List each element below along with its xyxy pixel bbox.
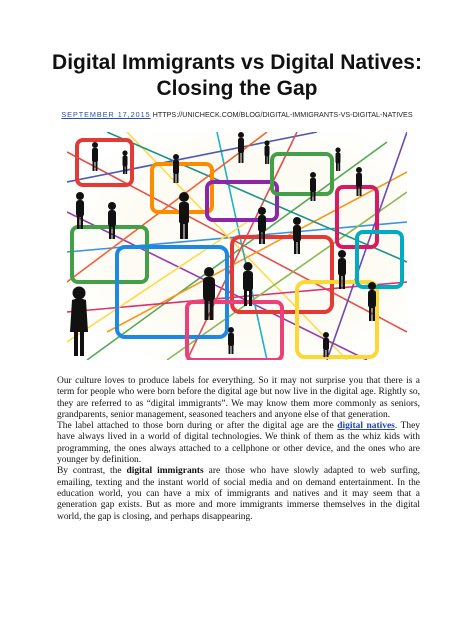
paragraph-3-intro: By contrast, the (57, 466, 127, 477)
paragraph-3 (57, 466, 420, 522)
paragraph-1: Our culture loves to produce labels for everything. So it may not surprise you that there is a term for people who were born before the digital age but now live in the digital age. Rightly so, they are referred to as “digital immigrants”. We may know them more commonly as seniors, grandparents, senior management, seasoned teachers and anyone else of that generation. (57, 376, 420, 420)
paragraph-2-rest: . They have always lived in a world of digital technologies. We think of them as the whiz kids with programming, the ones always attached to a cellphone or other device, and the ones who are younger by definition. (57, 421, 420, 466)
publish-date-link[interactable]: SEPTEMBER 17,2015 (61, 110, 151, 119)
digital-immigrants-term: digital immigrants (126, 466, 204, 477)
article-meta (0, 110, 474, 119)
source-url: HTTPS://UNICHECK.COM/BLOG/DIGITAL-IMMIGRANTS-VS-DIGITAL-NATIVES (152, 110, 413, 119)
title-line-2: Closing the Gap (156, 77, 318, 100)
digital-natives-link[interactable]: digital natives (337, 421, 395, 432)
paragraph-3-rest: are those who have slowly adapted to web surfing, emailing, texting and the instant world of social media and on demand entertainment. In the education world, you can have a mix of immigrants and natives and it may seem that a generation gap exists. But as more and more immigrants immerse themselves in the digital world, the gap is closing, and perhaps disappearing. (57, 466, 421, 522)
article-body (57, 376, 420, 523)
title-line-1: Digital Immigrants vs Digital Natives: (52, 51, 422, 74)
article-title (0, 50, 474, 102)
paragraph-2 (57, 421, 420, 466)
paragraph-2-intro: The label attached to those born during or after the digital age are the (57, 421, 338, 432)
hero-illustration (67, 132, 407, 360)
